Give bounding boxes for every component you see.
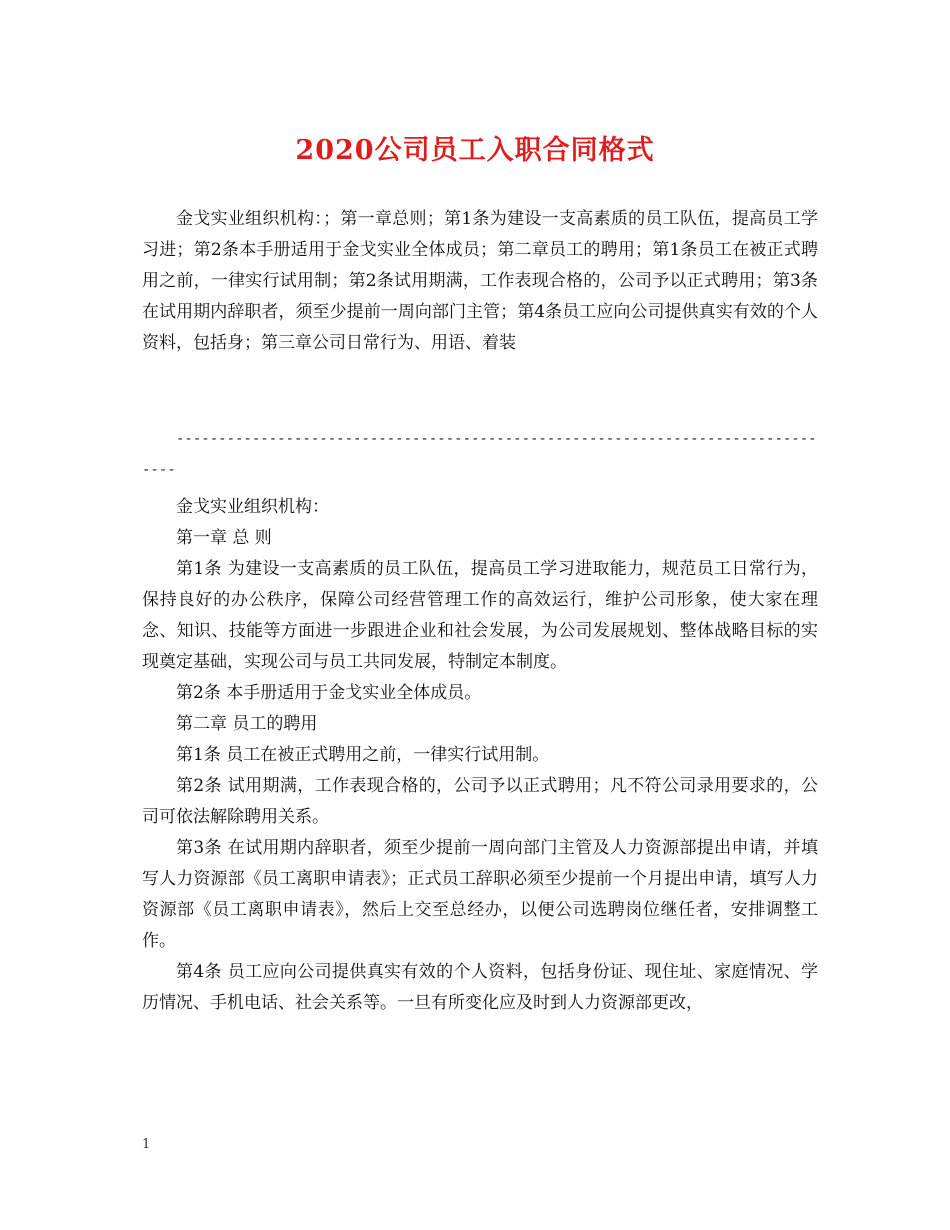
document-body [142, 492, 818, 1019]
body-paragraph: 第1条 为建设一支高素质的员工队伍，提高员工学习进取能力，规范员工日常行为，保持良好的办公秩序，保障公司经营管理工作的高效运行，维护公司形象，使大家在理念、知识、技能等方面进一步跟进企业和社会发展，为公司发展规划、整体战略目标的实现奠定基础，实现公司与员工共同发展，特制定本制度。 [142, 559, 818, 672]
chapter-heading: 第二章 员工的聘用 [176, 714, 318, 734]
body-paragraph: 第3条 在试用期内辞职者，须至少提前一周向部门主管及人力资源部提出申请，并填写人力资源部《员工离职申请表》；正式员工辞职必须至少提前一个月提出申请，填写人力资源部《员工离职申请表》，然后上交至总经办，以便公司选聘岗位继任者，安排调整工作。 [142, 838, 818, 951]
body-paragraph: 第1条 员工在被正式聘用之前，一律实行试用制。 [176, 745, 550, 765]
body-paragraph: 第2条 试用期满，工作表现合格的，公司予以正式聘用；凡不符公司录用要求的，公司可依法解除聘用关系。 [142, 776, 818, 827]
document-title: 2020公司员工入职合同格式 [295, 135, 655, 166]
chapter-heading: 第一章 总 则 [176, 528, 272, 548]
body-paragraph: 第4条 员工应向公司提供真实有效的个人资料，包括身份证、现住址、家庭情况、学历情况、手机电话、社会关系等。一旦有所变化应及时到人力资源部更改， [142, 962, 818, 1013]
dashed-divider: -------------------------------------------------------------------------------- [142, 431, 817, 478]
body-paragraph: 金戈实业组织机构： [176, 497, 329, 517]
body-paragraph: 第2条 本手册适用于金戈实业全体成员。 [176, 683, 482, 703]
page-number: 1 [142, 1137, 151, 1152]
summary-paragraph: 金戈实业组织机构：；第一章总则；第1条为建设一支高素质的员工队伍，提高员工学习进；第2条本手册适用于金戈实业全体成员；第二章员工的聘用；第1条员工在被正式聘用之前，一律实行试用制；第2条试用期满，工作表现合格的，公司予以正式聘用；第3条在试用期内辞职者，须至少提前一周向部门主管；第4条员工应向公司提供真实有效的个人资料，包括身；第三章公司日常行为、用语、着装 [142, 209, 818, 353]
